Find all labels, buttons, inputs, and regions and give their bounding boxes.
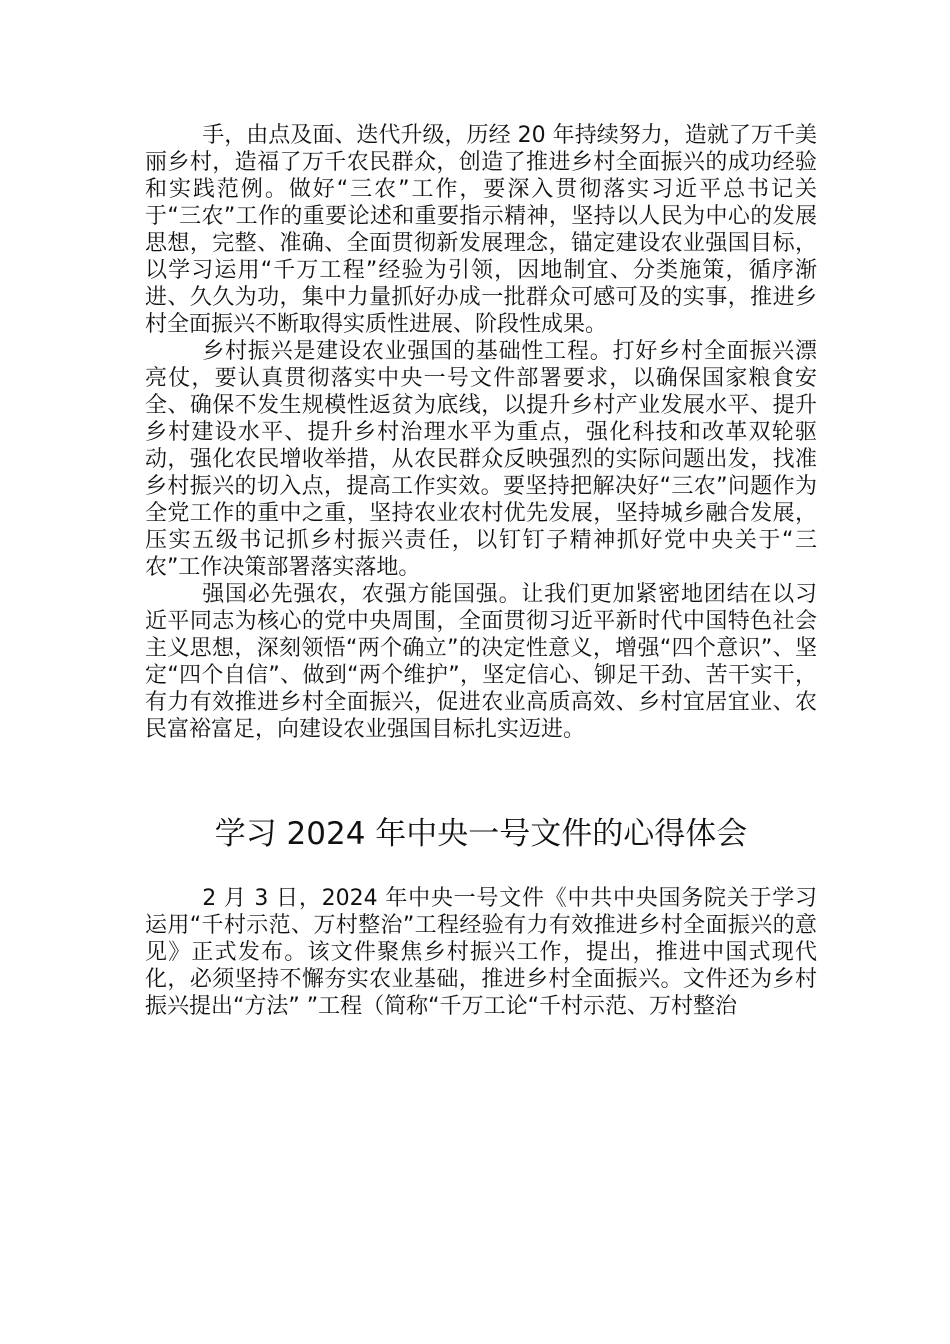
paragraph: 手，由点及面、迭代升级，历经 20 年持续努力，造就了万千美丽乡村，造福了万千农民群众，创造了推进乡村全面振兴的成功经验和实践范例。做好“三农”工作，要深入贯彻落实习近平总书记关于“三农”工作的重要论述和重要指示精神，坚持以人民为中心的发展思想，完整、准确、全面贯彻新发展理念，锚定建设农业强国目标，以学习运用“千万工程”经验为引领，因地制宜、分类施策，循序渐进、久久为功，集中力量抓好办成一批群众可感可及的实事，推进乡村全面振兴不断取得实质性进展、阶段性成果。 [145,123,817,337]
bottom-text-block [145,885,817,1020]
paragraph: 乡村振兴是建设农业强国的基础性工程。打好乡村全面振兴漂亮仗，要认真贯彻落实中央一号文件部署要求，以确保国家粮食安全、确保不发生规模性返贫为底线，以提升乡村产业发展水平、提升乡村建设水平、提升乡村治理水平为重点，强化科技和改革双轮驱动，强化农民增收举措，从农民群众反映强烈的实际问题出发，找准乡村振兴的切入点，提高工作实效。要坚持把解决好“三农”问题作为全党工作的重中之重，坚持农业农村优先发展，坚持城乡融合发展，压实五级书记抓乡村振兴责任，以钉钉子精神抓好党中央关于“三农”工作决策部署落实落地。 [145,339,817,580]
paragraph: 2 月 3 日，2024 年中央一号文件《中共中央国务院关于学习运用“千村示范、万村整治”工程经验有力有效推进乡村全面振兴的意见》正式发布。该文件聚焦乡村振兴工作，提出，推进中国式现代化，必须坚持不懈夯实农业基础，推进乡村全面振兴。文件还为乡村振兴提出“方法” ”工程（简称“千万工论“千村示范、万村整治 [145,886,817,1019]
top-text-block [145,122,817,743]
paragraph: 强国必先强农，农强方能国强。让我们更加紧密地团结在以习近平同志为核心的党中央周围，全面贯彻习近平新时代中国特色社会主义思想，深刻领悟“两个确立”的决定性意义，增强“四个意识”、坚定“四个自信”、做到“两个维护”，坚定信心、铆足干劲、苦干实干，有力有效推进乡村全面振兴，促进农业高质高效、乡村宜居宜业、农民富裕富足，向建设农业强国目标扎实迈进。 [145,582,817,742]
document-title: 学习 2024 年中央一号文件的心得体会 [214,816,748,852]
